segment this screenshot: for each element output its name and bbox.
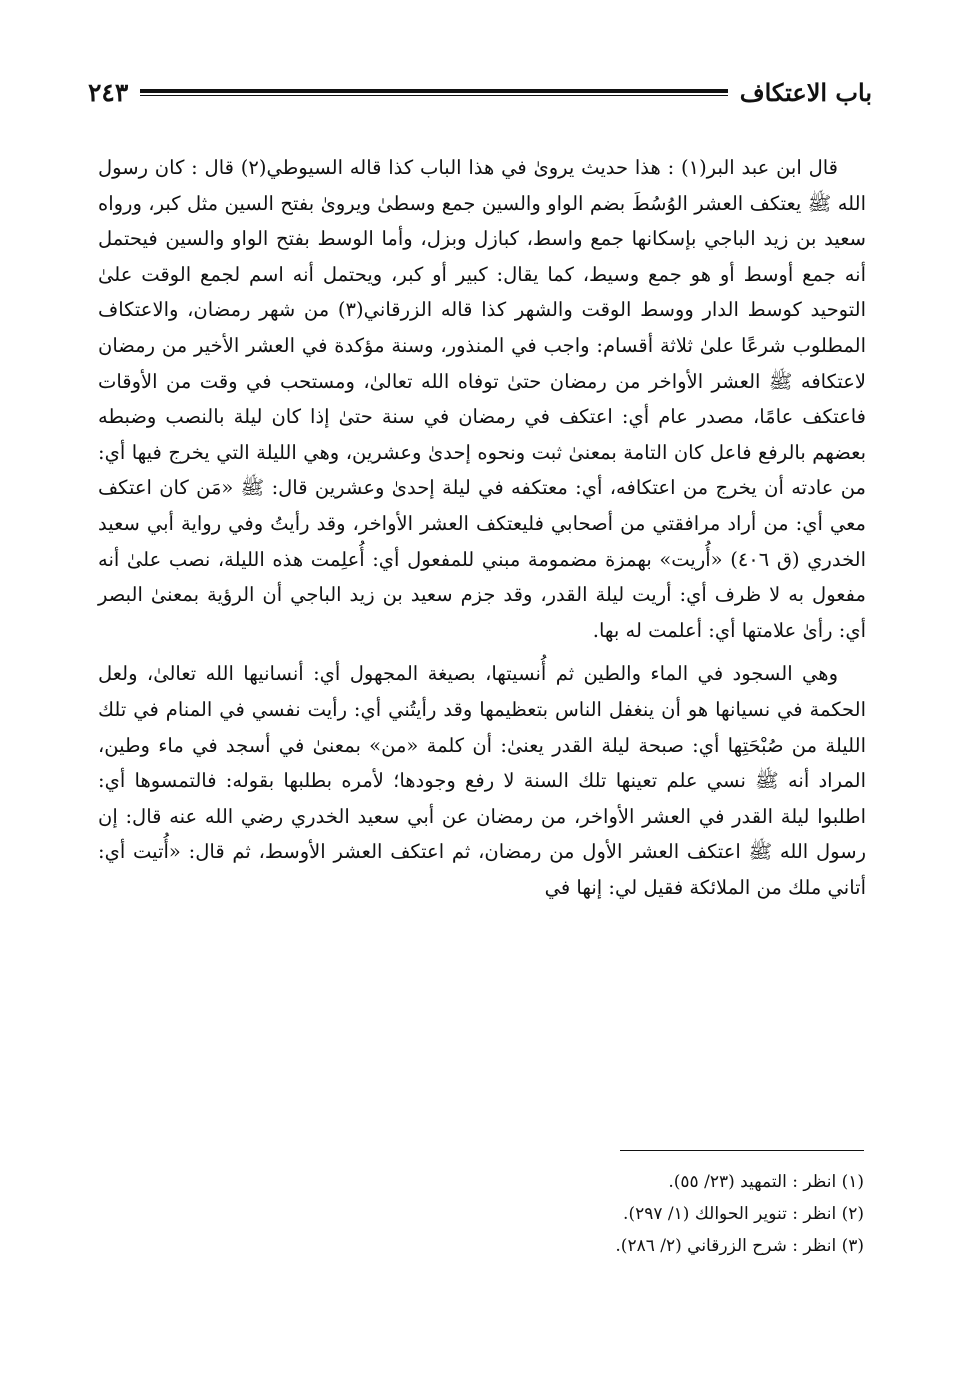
footnote-2: (٢) انظر : تنوير الحوالك (١/ ٢٩٧). [623,1204,864,1224]
footnote-3: (٣) انظر : شرح الزرقاني (٢/ ٢٨٦). [615,1236,864,1256]
paragraph: وهي السجود في الماء والطين ثم أُنسيتها، بصيغة المجهول أي: أنسانيها الله تعالىٰ، ولعل الحكمة في نسيانها هو أن ينغفل الناس بتعظيمها وقد رأيتُني أي: رأيت نفسي في المنام في تلك الليلة من صُبْحَتِها أي: صبحة ليلة القدر يعنىٰ: أن كلمة «من» بمعنىٰ في أسجد في ماء وطين، المراد أنه ﷺ نسي علم تعينها تلك السنة لا رفع وجودها؛ لأمره بطلبها بقوله: فالتمسوها أي: اطلبوا ليلة القدر في العشر الأواخر، من رمضان عن أبي سعيد الخدري رضي الله عنه قال: إن رسول الله ﷺ اعتكف العشر الأول من رمضان، ثم اعتكف العشر الأوسط، ثم قال: «أُتيت أي: أتاني ملك من الملائكة فقيل لي: إنها في [98,662,866,899]
page-number: ٢٤٣ [88,77,129,107]
footnote-1: (١) انظر : التمهيد (٢٣/ ٥٥). [668,1172,864,1192]
header-rule [140,89,727,96]
paragraph: قال ابن عبد البر(١) : هذا حديث يروىٰ في هذا الباب كذا قاله السيوطي(٢) قال : كان رسول الله ﷺ يعتكف العشر الوُسُطَ بضم الواو والسين جمع وسطىٰ ويروىٰ بفتح السين مثل كبر، ورواه سعيد بن زيد الباجي بإسكانها جمع واسط، كبازل وبزل، وأما الوسط بفتح الواو والسين فيحتمل أنه جمع أوسط أو هو جمع وسيط، كما يقال: كبير أو كبر، ويحتمل أنه اسم لجمع الوقت علىٰ التوحيد كوسط الدار ووسط الوقت والشهر كذا قاله الزرقاني(٣) من شهر رمضان، والاعتكاف المطلوب شرعًا علىٰ ثلاثة أقسام: واجب في المنذور، وسنة مؤكدة في العشر الأخير من رمضان لاعتكافه ﷺ العشر الأواخر من رمضان حتىٰ توفاه الله تعالىٰ، ومستحب في وقت من الأوقات فاعتكف عامًا، مصدر عام أي: اعتكف في رمضان في سنة حتىٰ إذا كان ليلة بالنصب وضبطه بعضهم بالرفع فاعل كان التامة بمعنىٰ ثبت ونحوه إحدىٰ وعشرين، وهي الليلة التي يخرج فيها أي: من عادته أن يخرج من اعتكافه، أي: معتكفه في ليلة إحدىٰ وعشرين قال: ﷺ «مَن كان اعتكف معي أي: من أراد مرافقتي من أصحابي فليعتكف العشر الأواخر، وقد رأيتُ وفي رواية أبي سعيد الخدري (ق ٤٠٦) «أُريت» بهمزة مضمومة مبني للمفعول أي: أُعلِمت هذه الليلة، نصب علىٰ أنه مفعول به لا ظرف أي: أريت ليلة القدر، وقد جزم سعيد بن زيد الباجي أن الرؤية بمعنىٰ البصر أي: رأىٰ علامتها أي: أعلمت له بها. [98,156,867,642]
footnote-separator [620,1150,864,1151]
footnotes [300,1166,864,1262]
chapter-title: باب الاعتكاف [739,77,872,107]
page-header [88,72,872,112]
main-text [98,150,866,905]
